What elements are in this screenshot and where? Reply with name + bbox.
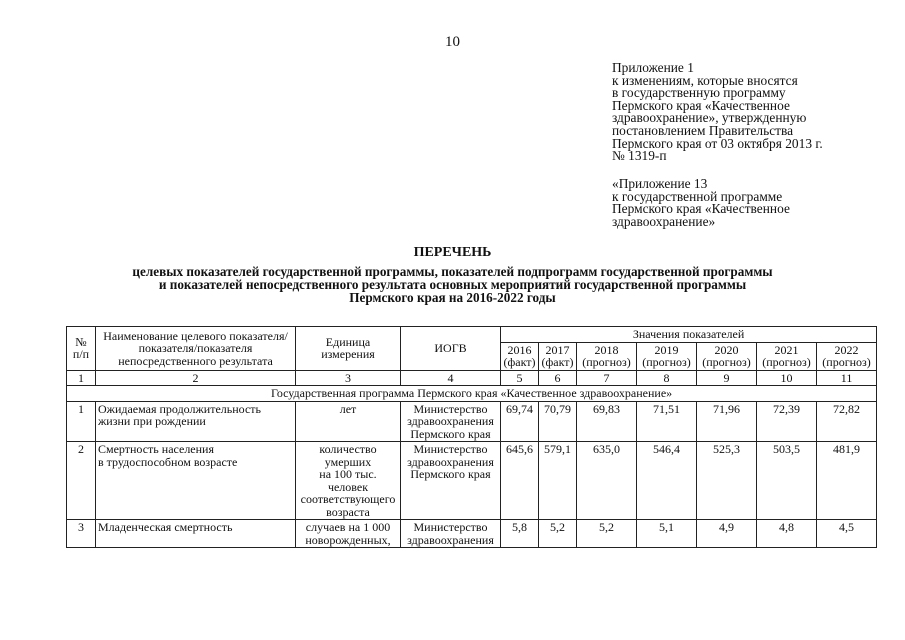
row-iogv-line: Министерство	[413, 520, 488, 534]
row-value: 5,2	[577, 520, 637, 548]
row-value: 69,83	[577, 401, 637, 442]
row-iogv-line: здравоохранения	[407, 532, 494, 547]
row-unit-line: количество	[319, 442, 377, 456]
column-index: 7	[577, 370, 637, 386]
row-iogv-line: здравоохранения	[407, 454, 494, 469]
row-value: 4,8	[757, 520, 817, 548]
row-unit	[296, 442, 401, 520]
column-index: 3	[296, 370, 401, 386]
row-value: 5,2	[539, 520, 577, 548]
row-name	[96, 401, 296, 442]
header-year-type: (прогноз)	[762, 355, 811, 369]
header-year-value: 2021	[774, 342, 799, 357]
header-year	[539, 342, 577, 370]
section-row	[67, 386, 877, 402]
row-name	[96, 442, 296, 520]
column-index: 1	[67, 370, 96, 386]
row-iogv-line: Пермского края	[410, 426, 491, 441]
header-num-line: п/п	[72, 347, 90, 362]
page-number: 10	[445, 34, 460, 50]
table-row	[67, 520, 877, 548]
row-unit-line: умерших	[324, 454, 372, 469]
header-unit-line: измерения	[321, 347, 375, 362]
row-value: 70,79	[539, 401, 577, 442]
appendix-line: № 1319-п	[612, 148, 667, 164]
document-subtitle	[0, 266, 905, 304]
column-index: 2	[96, 370, 296, 386]
column-index: 6	[539, 370, 577, 386]
header-year-value: 2017	[545, 342, 570, 357]
column-index: 9	[697, 370, 757, 386]
row-value: 71,96	[697, 401, 757, 442]
row-iogv-line: здравоохранения	[407, 414, 494, 428]
table-row	[67, 442, 877, 520]
row-iogv-line: Министерство	[413, 401, 488, 416]
row-value: 69,74	[501, 401, 539, 442]
row-value: 503,5	[757, 442, 817, 520]
appendix-line: постановлением Правительства	[612, 122, 794, 138]
row-value: 579,1	[539, 442, 577, 520]
header-num-line: №	[75, 334, 87, 349]
row-iogv	[401, 520, 501, 548]
row-unit-line: лет	[339, 401, 357, 416]
row-unit-line: возраста	[326, 504, 370, 519]
header-name: Наименование целевого показателя/показателя/показателя непосредственного результата	[96, 327, 296, 371]
row-num: 2	[67, 442, 96, 520]
header-year-type: (прогноз)	[702, 355, 751, 369]
row-unit-line: новорожденных,	[305, 532, 391, 547]
row-value: 4,5	[817, 520, 877, 548]
appendix-13-block	[612, 178, 892, 228]
subtitle-line: Пермского края на 2016-2022 годы	[349, 289, 556, 305]
row-value: 546,4	[637, 442, 697, 520]
header-year	[817, 342, 877, 370]
row-unit	[296, 401, 401, 442]
appendix-13-line: к государственной программе	[612, 188, 783, 204]
header-iogv: ИОГВ	[401, 327, 501, 371]
header-year-value: 2019	[654, 342, 679, 357]
row-iogv-line: Пермского края	[410, 467, 491, 481]
row-value: 635,0	[577, 442, 637, 520]
row-unit-line: на 100 тыс.	[319, 467, 377, 481]
appendix-line: к изменениям, которые вносятся	[612, 72, 798, 88]
indicators-table	[66, 326, 877, 548]
appendix-block	[612, 62, 892, 163]
row-value: 4,9	[697, 520, 757, 548]
appendix-13-line: Пермского края «Качественное	[612, 201, 790, 217]
row-unit-line: случаев на 1 000	[305, 520, 391, 534]
row-name	[96, 520, 296, 548]
row-name-line: Младенческая смертность	[98, 520, 233, 534]
appendix-line: Пермского края от 03 октября 2013 г.	[612, 135, 823, 151]
section-title: Государственная программа Пермского края «Качественное здравоохранение»	[67, 386, 877, 402]
row-value: 5,1	[637, 520, 697, 548]
row-iogv	[401, 401, 501, 442]
row-unit-line: соответствующего	[300, 492, 396, 506]
table-row	[67, 401, 877, 442]
row-name-line: Смертность населения	[98, 442, 214, 456]
row-value: 71,51	[637, 401, 697, 442]
header-year-type: (прогноз)	[642, 355, 691, 369]
header-year-value: 2022	[834, 342, 859, 357]
header-year	[757, 342, 817, 370]
header-year	[577, 342, 637, 370]
column-index: 8	[637, 370, 697, 386]
column-index-row	[67, 370, 877, 386]
appendix-13-line: здравоохранение»	[612, 213, 716, 229]
row-name-line: жизни при рождении	[98, 414, 206, 428]
row-iogv-line: Министерство	[413, 442, 488, 456]
header-year-type: (факт)	[541, 355, 574, 369]
header-year	[637, 342, 697, 370]
appendix-line: здравоохранение», утвержденную	[612, 110, 807, 126]
appendix-line: в государственную программу	[612, 85, 786, 101]
column-index: 10	[757, 370, 817, 386]
row-iogv	[401, 442, 501, 520]
row-value: 5,8	[501, 520, 539, 548]
column-index: 5	[501, 370, 539, 386]
row-name-line: в трудоспособном возрасте	[98, 454, 238, 469]
row-value: 645,6	[501, 442, 539, 520]
header-year-type: (прогноз)	[582, 355, 631, 369]
header-year-value: 2018	[594, 342, 619, 357]
subtitle-line: и показателей непосредственного результата основных мероприятий государственной программы	[158, 276, 747, 292]
header-num	[67, 327, 96, 371]
column-index: 11	[817, 370, 877, 386]
appendix-line: Приложение 1	[612, 60, 694, 75]
appendix-13-line: «Приложение 13	[612, 176, 708, 191]
row-unit-line: человек	[327, 479, 369, 494]
row-name-line: Ожидаемая продолжительность	[98, 401, 262, 416]
row-value: 481,9	[817, 442, 877, 520]
row-num: 1	[67, 401, 96, 442]
header-year	[697, 342, 757, 370]
appendix-line: Пермского края «Качественное	[612, 97, 790, 113]
subtitle-line: целевых показателей государственной программы, показателей подпрограмм государственной программы	[132, 264, 773, 279]
header-year-type: (прогноз)	[822, 355, 871, 369]
header-year-type: (факт)	[503, 355, 536, 369]
header-year	[501, 342, 539, 370]
header-year-value: 2016	[507, 342, 532, 357]
row-value: 525,3	[697, 442, 757, 520]
row-num: 3	[67, 520, 96, 548]
header-unit-line: Единица	[325, 334, 371, 349]
header-unit	[296, 327, 401, 371]
document-title: ПЕРЕЧЕНЬ	[413, 245, 492, 260]
row-value: 72,39	[757, 401, 817, 442]
header-year-value: 2020	[714, 342, 739, 357]
row-value: 72,82	[817, 401, 877, 442]
column-index: 4	[401, 370, 501, 386]
header-values-group: Значения показателей	[501, 327, 877, 343]
row-unit	[296, 520, 401, 548]
